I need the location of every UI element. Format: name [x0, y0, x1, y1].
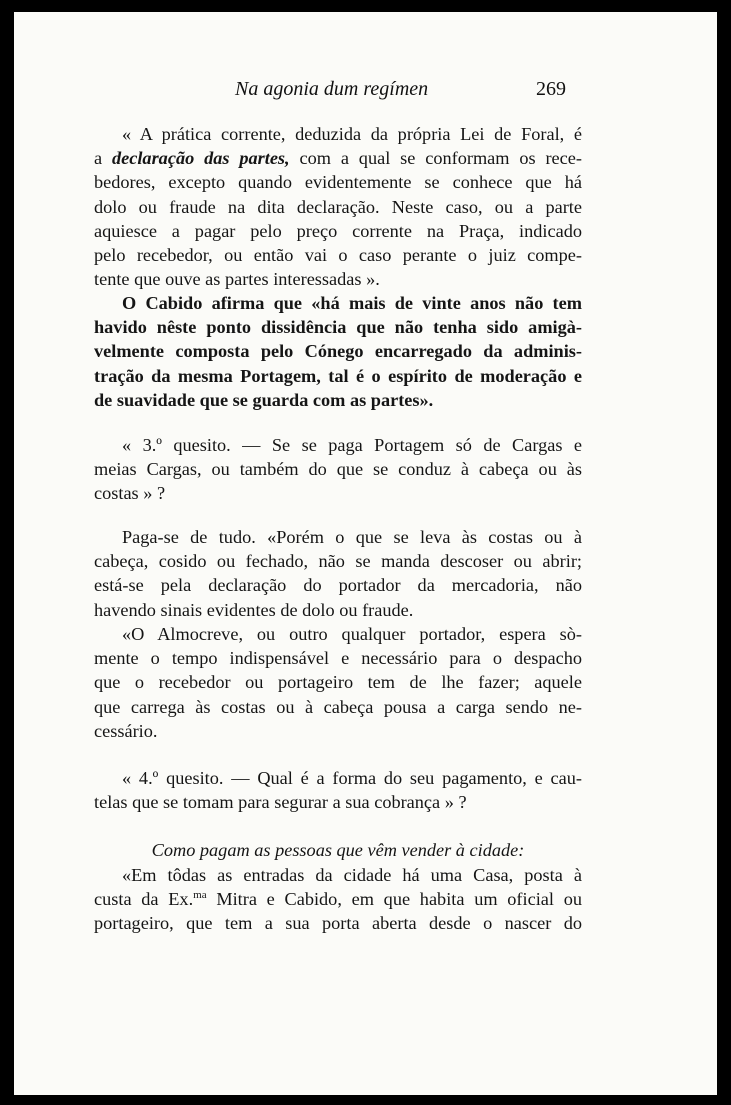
- text-line: costas » ?: [94, 483, 166, 504]
- text-line: « 3.º quesito. — Se se paga Portagem só de Cargas e: [122, 435, 582, 455]
- paragraph-entradas-cidade: [94, 863, 582, 936]
- text-line: O Cabido afirma que «há mais de vinte anos não tem: [122, 293, 582, 313]
- section-heading: Como pagam as pessoas que vêm vender à cidade:: [151, 840, 525, 860]
- text-line: cabeça, cosido ou fechado, não se manda descoser ou abrir;: [94, 551, 582, 572]
- paragraph-quesito-3: [94, 433, 582, 506]
- superscript-ma: ma: [193, 889, 207, 902]
- text-line: meias Cargas, ou também do que se conduz à cabeça ou às: [94, 459, 582, 480]
- text-line: a declaração das partes, com a qual se conformam os rece-: [94, 148, 582, 169]
- text-line: «Em tôdas as entradas da cidade há uma Casa, posta à: [122, 865, 582, 885]
- text-line: havido nêste ponto dissidência que não tenha sido amigà-: [94, 317, 582, 338]
- paragraph-quesito-4: [94, 766, 582, 814]
- text-line: velmente composta pelo Cónego encarregado da adminis-: [94, 341, 582, 362]
- text-line: dolo ou fraude na dita declaração. Neste caso, ou a parte: [94, 196, 582, 217]
- text-line: «O Almocreve, ou outro qualquer portador, espera sò-: [122, 624, 582, 644]
- page-number: 269: [536, 78, 566, 100]
- text-line: de suavidade que se guarda com as partes».: [94, 389, 434, 410]
- text-line: aquiesce a pagar pelo preço corrente na Praça, indicado: [94, 220, 582, 241]
- text-line: mente o tempo indispensável e necessário para o despacho: [94, 648, 582, 669]
- text-line: custa da Ex.$^{ma}$ Mitra e Cabido, em que habita um oficial ou: [94, 889, 582, 910]
- text-line: tente que ouve as partes interessadas ».: [94, 269, 380, 290]
- text-line: tração da mesma Portagem, tal é o espírito de moderação e: [94, 365, 582, 386]
- text-line: pelo recebedor, ou então vai o caso perante o juiz compe-: [94, 245, 582, 266]
- book-page: [14, 12, 717, 1095]
- text-line: que carrega às costas ou à cabeça pousa a carga sendo ne-: [94, 696, 582, 717]
- text-line: Paga-se de tudo. «Porém o que se leva às costas ou à: [122, 527, 582, 547]
- paragraph-pratica-corrente: [94, 122, 582, 291]
- text-line: que o recebedor ou portageiro tem de lhe fazer; aquele: [94, 672, 582, 693]
- text-line: bedores, excepto quando evidentemente se conhece que há: [94, 172, 582, 193]
- text-line: havendo sinais evidentes de dolo ou fraude.: [94, 599, 414, 620]
- emphasis-declaracao: declaração das partes,: [111, 148, 290, 169]
- running-title: Na agonia dum regímen: [235, 78, 429, 100]
- paragraph-paga-se: [94, 525, 582, 622]
- text-line: « A prática corrente, deduzida da própria Lei de Foral, é: [122, 124, 582, 144]
- text-line: telas que se tomam para segurar a sua cobrança » ?: [94, 792, 467, 813]
- text-line: cessário.: [94, 720, 158, 741]
- paragraph-cabido: [94, 291, 582, 412]
- text-line: está-se pela declaração do portador da mercadoria, não: [94, 575, 582, 596]
- text-line: portageiro, que tem a sua porta aberta desde o nascer do: [94, 913, 582, 934]
- paragraph-almocreve: [94, 622, 582, 743]
- page-header: [14, 78, 717, 102]
- text-line: « 4.º quesito. — Qual é a forma do seu pagamento, e cau-: [122, 768, 582, 788]
